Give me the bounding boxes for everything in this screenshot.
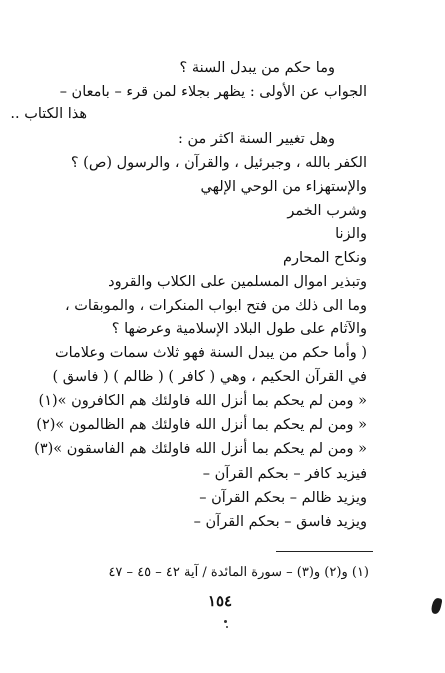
quran-verse-wrongdoers: « ومن لم يحكم بما أنزل الله فاولئك هم الظالمون »(٢) — [36, 417, 367, 433]
quran-verse-disbelievers: « ومن لم يحكم بما أنزل الله فاولئك هم الكافرون »(١) — [38, 393, 367, 409]
text-line-incest: ونكاح المحارم — [282, 250, 367, 266]
quran-verse-transgressors: « ومن لم يحكم بما أنزل الله فاولئك هم الفاسقون »(٣) — [34, 441, 367, 457]
text-line-yazid-fasiq: ويزيد فاسق – بحكم القرآن – — [193, 514, 367, 530]
text-line-this-book: هذا الكتاب .. — [10, 106, 87, 122]
text-line-yazid-zalim: ويزيد ظالم – بحكم القرآن – — [199, 490, 367, 506]
text-line-waste: وتبذير اموال المسلمين على الكلاب والقرود — [108, 274, 367, 290]
text-line-changing-sunna: وهل تغيير السنة اكثر من : — [178, 131, 335, 147]
text-line-ruling: ( وأما حكم من يبدل السنة فهو ثلاث سمات وعلامات — [54, 345, 367, 361]
ink-blot-mark — [430, 597, 442, 615]
text-line-mockery: والإستهزاء من الوحي الإلهي — [200, 179, 367, 195]
text-line-adultery: والزنا — [335, 226, 367, 242]
text-line-vices: وما الى ذلك من فتح ابواب المنكرات ، والموبقات ، — [64, 298, 367, 314]
text-line-question: وما حكم من يبدل السنة ؟ — [179, 60, 335, 76]
text-line-wine: وشرب الخمر — [287, 203, 367, 219]
text-line-disbelief: الكفر بالله ، وجبرئيل ، والقرآن ، والرسول (ص) ؟ — [70, 155, 367, 171]
footnote: (١) و(٢) و(٣) – سورة المائدة / آية ٤٢ – ٤٥ – ٤٧ — [108, 565, 369, 580]
text-line-three-marks: في القرآن الحكيم ، وهي ( كافر ) ( ظالم ) ( فاسق ) — [52, 369, 367, 385]
footnote-separator — [276, 551, 373, 552]
ink-speck — [224, 620, 227, 623]
page-number: ١٥٤ — [207, 592, 233, 610]
ink-speck — [226, 626, 228, 628]
text-line-sins: والآثام على طول البلاد الإسلامية وعرضها ؟ — [111, 321, 367, 337]
text-line-yazid-kafir: فيزيد كافر – بحكم القرآن – — [202, 466, 367, 482]
text-line-answer-intro: الجواب عن الأولى : يظهر بجلاء لمن قرء – بامعان – — [59, 84, 367, 100]
